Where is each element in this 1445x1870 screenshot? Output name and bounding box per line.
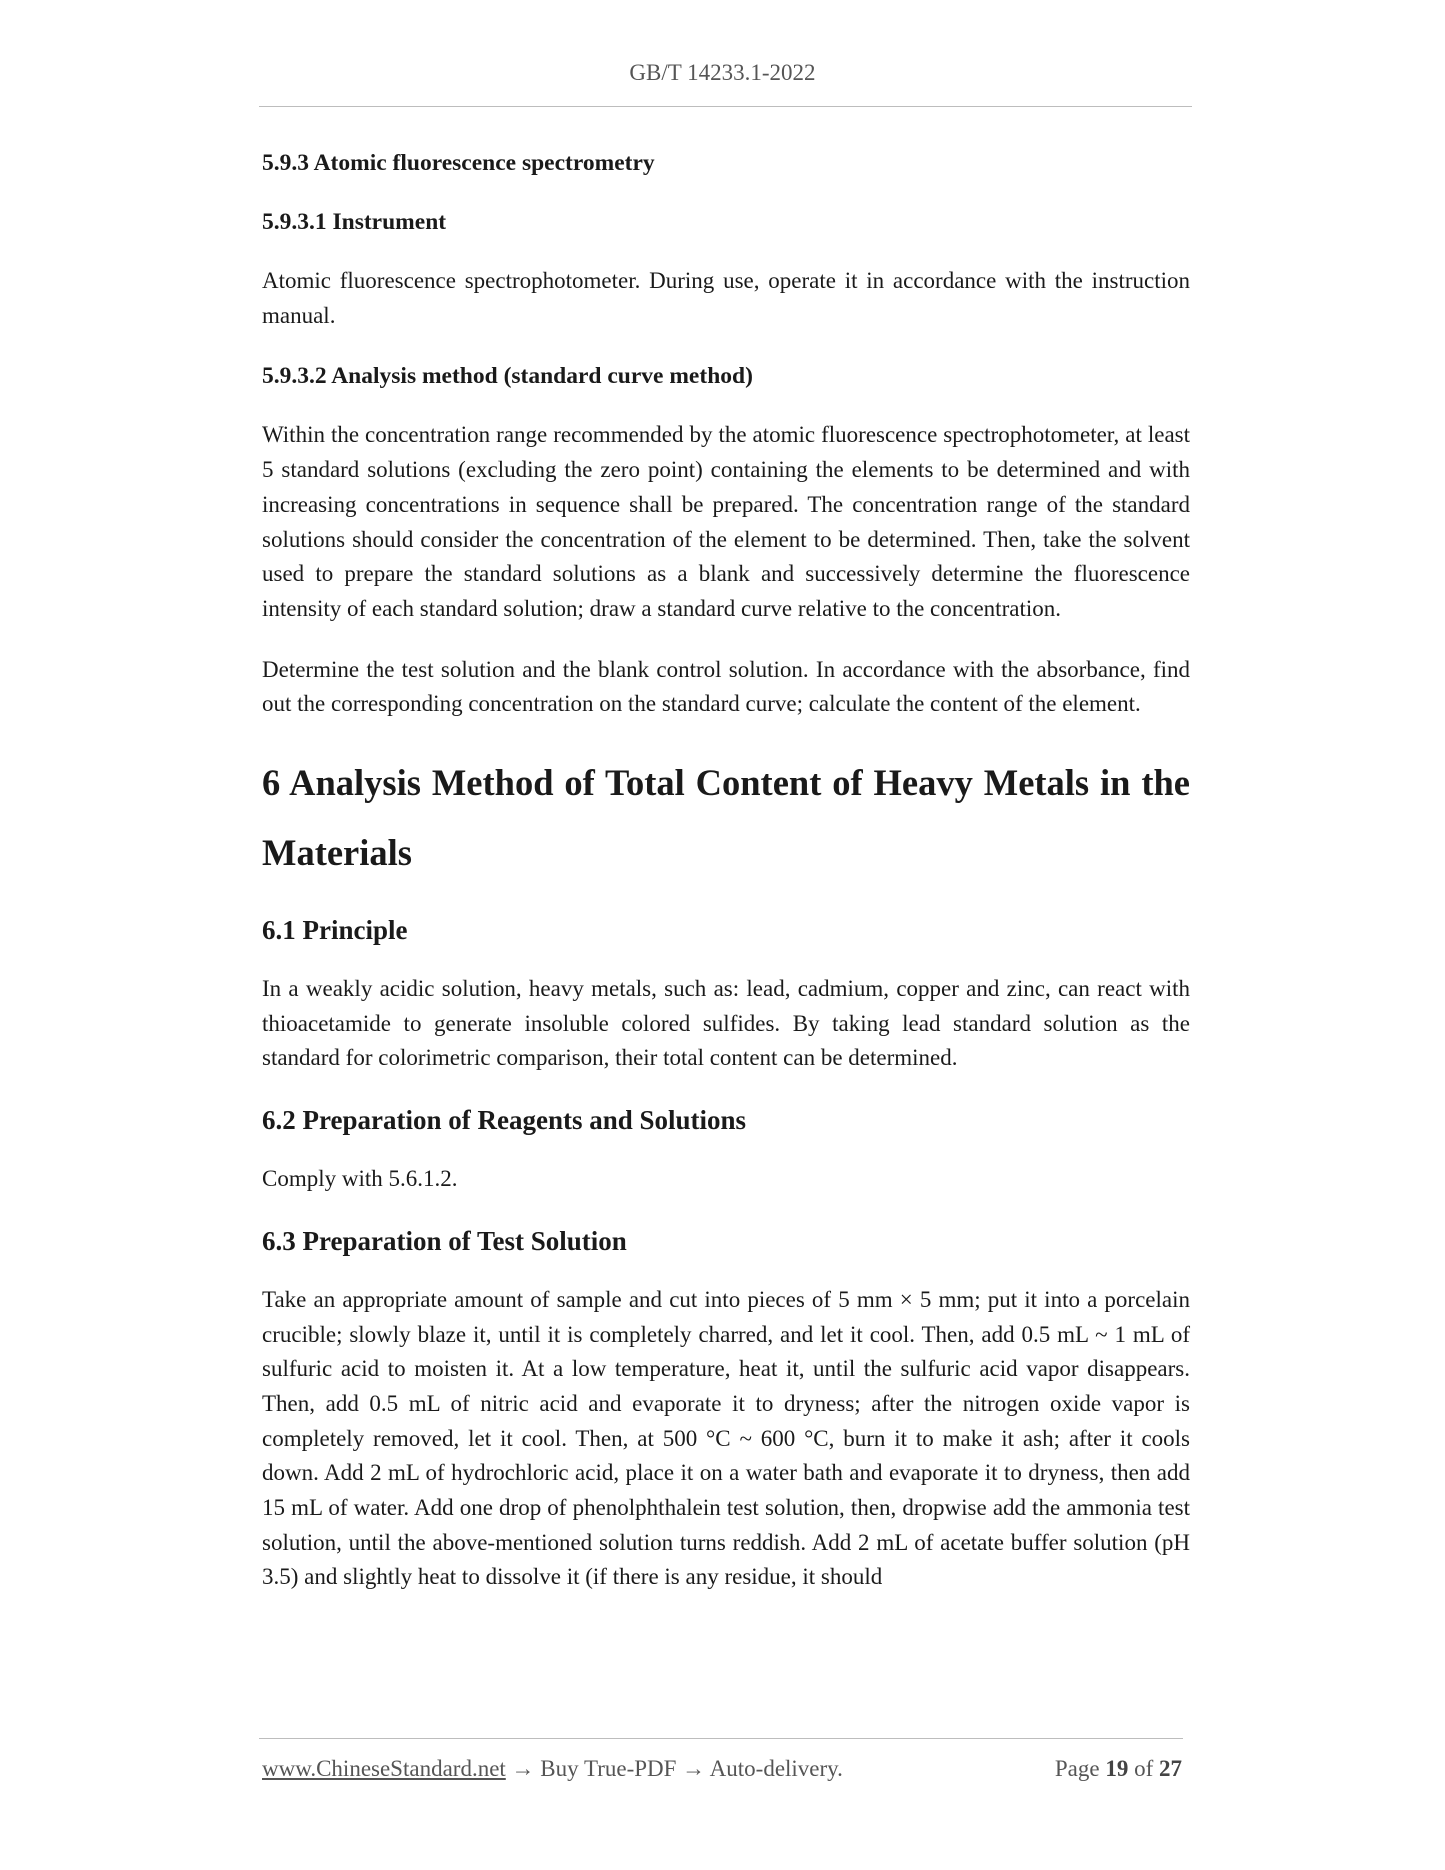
footer-promo bbox=[262, 1756, 843, 1782]
header-divider bbox=[259, 106, 1192, 107]
section-5-9-3-2-paragraph-1: Within the concentration range recommended by the atomic fluorescence spectrophotometer, at least 5 standard solutions (excluding the zero point) containing the elements to be determined and with increasing concentrations in sequence shall be prepared. The concentration range of the standard solutions should consider the concentration of the element to be determined. Then, take the solvent used to prepare the standard solutions as a blank and successively determine the fluorescence intensity of each standard solution; draw a standard curve relative to the concentration. bbox=[262, 422, 1190, 621]
section-6-2-paragraph: Comply with 5.6.1.2. bbox=[262, 1166, 458, 1192]
promo-text: → Buy True-PDF → Auto-delivery. bbox=[505, 1756, 843, 1781]
page-counter bbox=[1055, 1756, 1182, 1782]
document-header-id: GB/T 14233.1-2022 bbox=[629, 60, 816, 85]
chapter-6-heading: 6 Analysis Method of Total Content of Heavy Metals in the Materials bbox=[262, 762, 1190, 874]
section-5-9-3-heading: 5.9.3 Atomic fluorescence spectrometry bbox=[262, 150, 655, 176]
site-link[interactable]: www.ChineseStandard.net bbox=[262, 1756, 506, 1781]
page-footer bbox=[262, 1756, 1182, 1782]
footer-divider bbox=[259, 1738, 1183, 1739]
section-6-1-paragraph: In a weakly acidic solution, heavy metals, such as: lead, cadmium, copper and zinc, can react with thioacetamide to generate insoluble colored sulfides. By taking lead standard solution as the standard for colorimetric comparison, their total content can be determined. bbox=[262, 976, 1190, 1071]
page-body bbox=[262, 146, 1190, 1621]
section-6-2-heading: 6.2 Preparation of Reagents and Solutions bbox=[262, 1105, 747, 1136]
page-total: 27 bbox=[1159, 1756, 1182, 1781]
section-5-9-3-2-paragraph-2: Determine the test solution and the blank control solution. In accordance with the absorbance, find out the corresponding concentration on the standard curve; calculate the content of the element. bbox=[262, 656, 1190, 717]
section-5-9-3-2-heading: 5.9.3.2 Analysis method (standard curve method) bbox=[262, 363, 753, 390]
section-6-1-heading: 6.1 Principle bbox=[262, 915, 408, 946]
section-5-9-3-1-heading: 5.9.3.1 Instrument bbox=[262, 209, 447, 235]
section-6-3-heading: 6.3 Preparation of Test Solution bbox=[262, 1225, 627, 1256]
page-of-label: of bbox=[1134, 1756, 1154, 1781]
page-current: 19 bbox=[1105, 1756, 1129, 1781]
section-6-3-paragraph: Take an appropriate amount of sample and cut into pieces of 5 mm × 5 mm; put it into a porcelain crucible; slowly blaze it, until it is completely charred, and let it cool. Then, add 0.5 mL ~ 1 mL of sulfuric acid to moisten it. At a low temperature, heat it, until the sulfuric acid vapor disappears. Then, add 0.5 mL of nitric acid and evaporate it to dryness; after the nitrogen oxide vapor is completely removed, let it cool. Then, at 500 °C ~ 600 °C, burn it to make it ash; after it cools down. Add 2 mL of hydrochloric acid, place it on a water bath and evaporate it to dryness, then add 15 mL of water. Add one drop of phenolphthalein test solution, then, dropwise add the ammonia test solution, until the above-mentioned solution turns reddish. Add 2 mL of acetate buffer solution (pH 3.5) and slightly heat to dissolve it (if there is any residue, it should bbox=[262, 1286, 1190, 1590]
section-5-9-3-1-paragraph: Atomic fluorescence spectrophotometer. During use, operate it in accordance with the instruction manual. bbox=[262, 268, 1190, 328]
page-label: Page bbox=[1054, 1756, 1100, 1781]
